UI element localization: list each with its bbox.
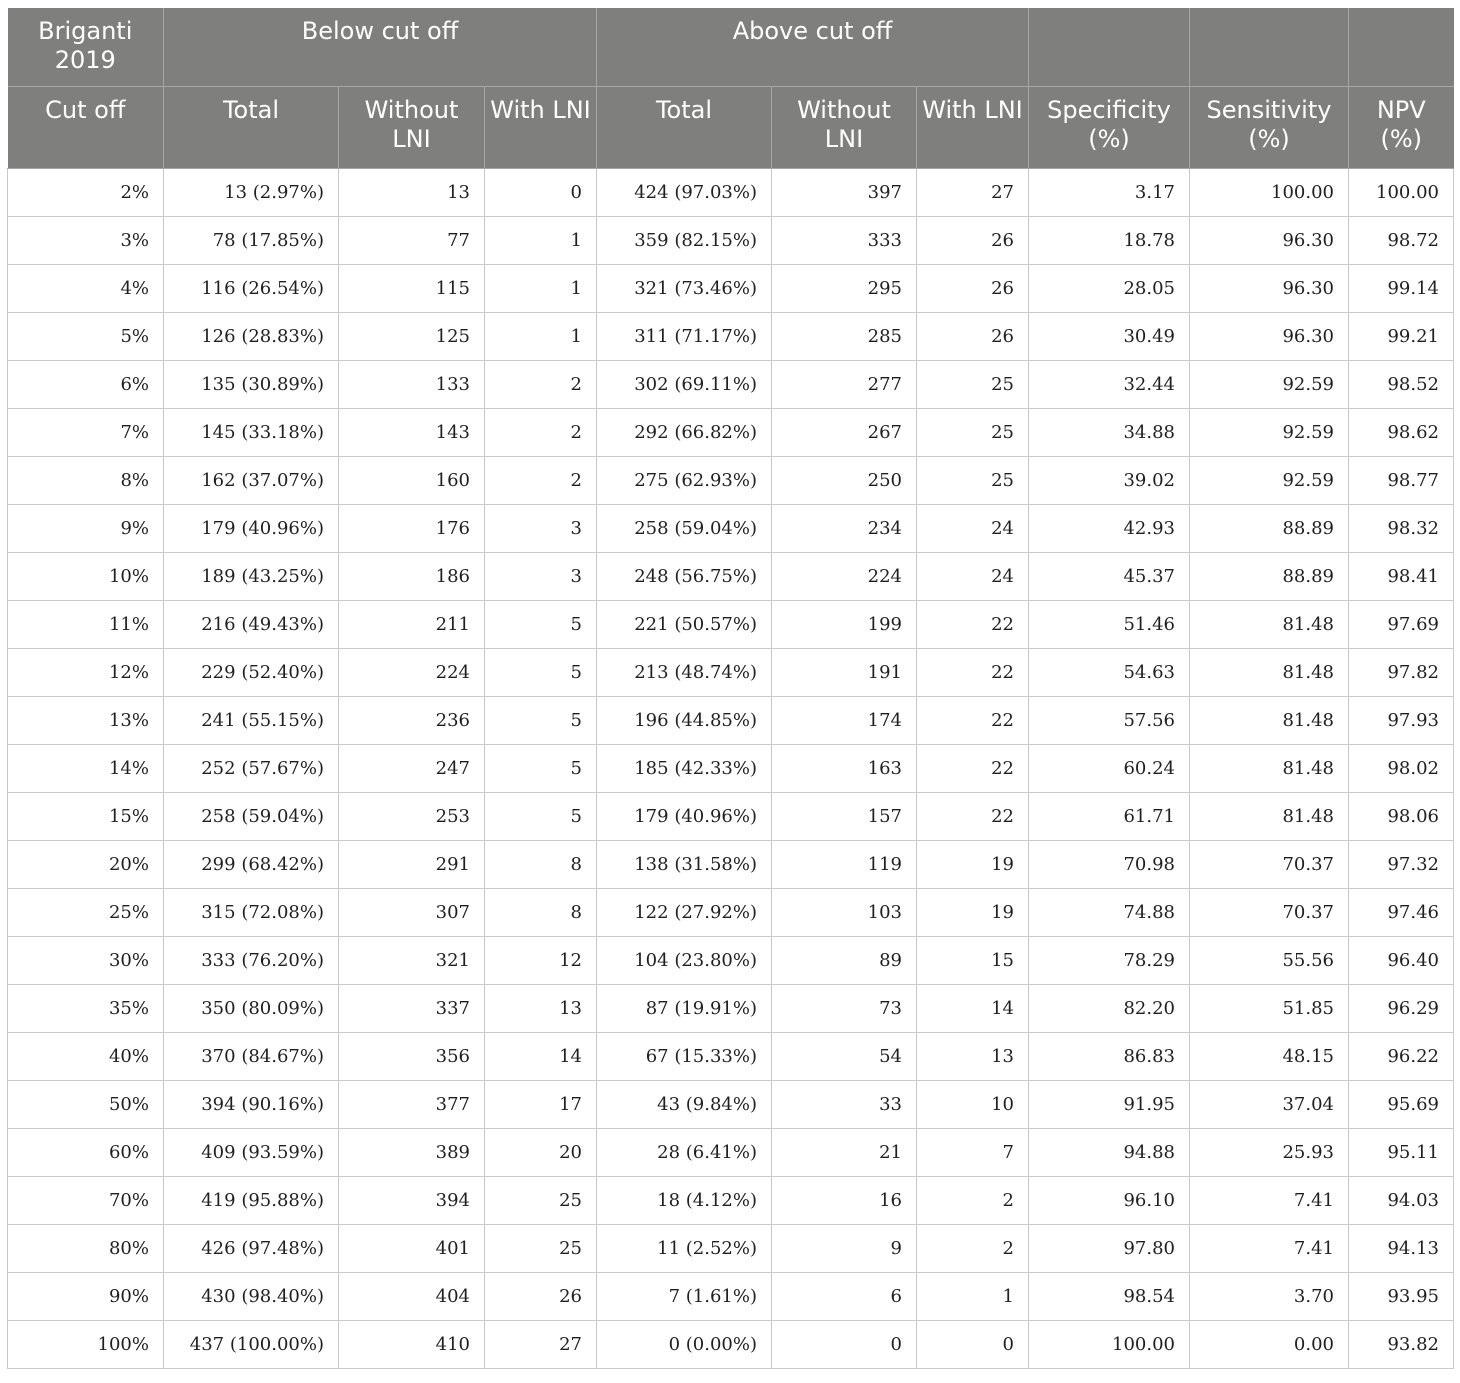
cell-above-without-lni: 157 xyxy=(772,793,917,841)
cell-below-total: 350 (80.09%) xyxy=(164,985,339,1033)
cell-above-with-lni: 26 xyxy=(917,217,1029,265)
table-row xyxy=(8,697,1454,745)
cell-below-with-lni: 1 xyxy=(485,265,597,313)
cell-below-total: 145 (33.18%) xyxy=(164,409,339,457)
cell-above-without-lni: 224 xyxy=(772,553,917,601)
cell-below-total: 229 (52.40%) xyxy=(164,649,339,697)
cell-below-without-lni: 401 xyxy=(339,1225,485,1273)
cell-above-total: 248 (56.75%) xyxy=(597,553,772,601)
header-cutoff: Cut off xyxy=(8,87,164,169)
table-row xyxy=(8,457,1454,505)
header-model: Briganti 2019 xyxy=(8,8,164,87)
cell-above-total: 87 (19.91%) xyxy=(597,985,772,1033)
cell-below-total: 315 (72.08%) xyxy=(164,889,339,937)
cell-specificity: 74.88 xyxy=(1029,889,1190,937)
cell-npv: 99.21 xyxy=(1349,313,1454,361)
cell-cutoff: 11% xyxy=(8,601,164,649)
header-above-cutoff: Above cut off xyxy=(597,8,1029,87)
cell-cutoff: 30% xyxy=(8,937,164,985)
table-row xyxy=(8,1129,1454,1177)
header-below-cutoff: Below cut off xyxy=(164,8,597,87)
cell-sensitivity: 88.89 xyxy=(1190,505,1349,553)
cell-npv: 97.82 xyxy=(1349,649,1454,697)
cell-above-total: 221 (50.57%) xyxy=(597,601,772,649)
cell-specificity: 98.54 xyxy=(1029,1273,1190,1321)
cell-above-with-lni: 22 xyxy=(917,649,1029,697)
cell-above-with-lni: 27 xyxy=(917,169,1029,217)
cell-cutoff: 8% xyxy=(8,457,164,505)
table-row xyxy=(8,265,1454,313)
cell-specificity: 60.24 xyxy=(1029,745,1190,793)
cell-sensitivity: 100.00 xyxy=(1190,169,1349,217)
cell-above-with-lni: 10 xyxy=(917,1081,1029,1129)
cell-above-total: 258 (59.04%) xyxy=(597,505,772,553)
table-body xyxy=(8,169,1454,1369)
cell-npv: 94.13 xyxy=(1349,1225,1454,1273)
cell-cutoff: 13% xyxy=(8,697,164,745)
header-empty-specificity xyxy=(1029,8,1190,87)
cell-below-total: 241 (55.15%) xyxy=(164,697,339,745)
cell-below-without-lni: 143 xyxy=(339,409,485,457)
cell-below-without-lni: 291 xyxy=(339,841,485,889)
cell-above-without-lni: 163 xyxy=(772,745,917,793)
table-row xyxy=(8,1033,1454,1081)
cell-above-total: 213 (48.74%) xyxy=(597,649,772,697)
cell-above-total: 0 (0.00%) xyxy=(597,1321,772,1369)
cell-above-without-lni: 6 xyxy=(772,1273,917,1321)
cell-cutoff: 6% xyxy=(8,361,164,409)
cell-npv: 98.62 xyxy=(1349,409,1454,457)
cell-below-total: 252 (57.67%) xyxy=(164,745,339,793)
cell-above-with-lni: 15 xyxy=(917,937,1029,985)
table-row xyxy=(8,793,1454,841)
cell-above-total: 11 (2.52%) xyxy=(597,1225,772,1273)
cell-above-with-lni: 7 xyxy=(917,1129,1029,1177)
cell-below-without-lni: 160 xyxy=(339,457,485,505)
cell-below-total: 126 (28.83%) xyxy=(164,313,339,361)
cell-npv: 95.69 xyxy=(1349,1081,1454,1129)
cell-sensitivity: 96.30 xyxy=(1190,265,1349,313)
cell-sensitivity: 96.30 xyxy=(1190,217,1349,265)
cell-below-without-lni: 404 xyxy=(339,1273,485,1321)
cell-above-with-lni: 24 xyxy=(917,505,1029,553)
cell-below-with-lni: 13 xyxy=(485,985,597,1033)
cell-above-with-lni: 26 xyxy=(917,265,1029,313)
cell-above-without-lni: 199 xyxy=(772,601,917,649)
cell-below-with-lni: 8 xyxy=(485,841,597,889)
header-below-with-lni: With LNI xyxy=(485,87,597,169)
cell-below-with-lni: 2 xyxy=(485,409,597,457)
cell-above-without-lni: 174 xyxy=(772,697,917,745)
cell-specificity: 42.93 xyxy=(1029,505,1190,553)
cell-npv: 98.77 xyxy=(1349,457,1454,505)
cell-above-total: 122 (27.92%) xyxy=(597,889,772,937)
table-row xyxy=(8,313,1454,361)
cell-below-without-lni: 236 xyxy=(339,697,485,745)
cell-below-total: 216 (49.43%) xyxy=(164,601,339,649)
cell-npv: 98.32 xyxy=(1349,505,1454,553)
cell-below-total: 426 (97.48%) xyxy=(164,1225,339,1273)
table-row xyxy=(8,505,1454,553)
cell-npv: 97.46 xyxy=(1349,889,1454,937)
header-below-total: Total xyxy=(164,87,339,169)
cell-above-total: 275 (62.93%) xyxy=(597,457,772,505)
cell-below-with-lni: 5 xyxy=(485,649,597,697)
cell-below-without-lni: 307 xyxy=(339,889,485,937)
cell-below-total: 13 (2.97%) xyxy=(164,169,339,217)
cell-npv: 96.29 xyxy=(1349,985,1454,1033)
cell-above-without-lni: 54 xyxy=(772,1033,917,1081)
cell-below-without-lni: 13 xyxy=(339,169,485,217)
cell-above-with-lni: 2 xyxy=(917,1225,1029,1273)
cell-specificity: 61.71 xyxy=(1029,793,1190,841)
cell-above-with-lni: 25 xyxy=(917,409,1029,457)
cell-specificity: 57.56 xyxy=(1029,697,1190,745)
table-row xyxy=(8,169,1454,217)
cell-below-without-lni: 321 xyxy=(339,937,485,985)
cell-specificity: 45.37 xyxy=(1029,553,1190,601)
cell-specificity: 54.63 xyxy=(1029,649,1190,697)
table-row xyxy=(8,745,1454,793)
cell-cutoff: 20% xyxy=(8,841,164,889)
cell-above-total: 311 (71.17%) xyxy=(597,313,772,361)
cell-specificity: 30.49 xyxy=(1029,313,1190,361)
cell-specificity: 32.44 xyxy=(1029,361,1190,409)
cell-below-total: 437 (100.00%) xyxy=(164,1321,339,1369)
cell-above-without-lni: 397 xyxy=(772,169,917,217)
cell-below-total: 394 (90.16%) xyxy=(164,1081,339,1129)
cell-below-without-lni: 253 xyxy=(339,793,485,841)
cell-below-without-lni: 224 xyxy=(339,649,485,697)
cell-below-without-lni: 125 xyxy=(339,313,485,361)
cell-above-with-lni: 0 xyxy=(917,1321,1029,1369)
cell-below-with-lni: 5 xyxy=(485,793,597,841)
cell-specificity: 39.02 xyxy=(1029,457,1190,505)
header-above-without-lni: Without LNI xyxy=(772,87,917,169)
cell-below-with-lni: 5 xyxy=(485,697,597,745)
cell-sensitivity: 92.59 xyxy=(1190,457,1349,505)
table-row xyxy=(8,409,1454,457)
table-header xyxy=(8,8,1454,169)
cell-below-with-lni: 5 xyxy=(485,745,597,793)
table-row xyxy=(8,217,1454,265)
cell-above-with-lni: 13 xyxy=(917,1033,1029,1081)
cell-above-with-lni: 25 xyxy=(917,361,1029,409)
cell-sensitivity: 96.30 xyxy=(1190,313,1349,361)
cell-sensitivity: 92.59 xyxy=(1190,361,1349,409)
cell-sensitivity: 7.41 xyxy=(1190,1177,1349,1225)
cell-above-with-lni: 19 xyxy=(917,841,1029,889)
cell-above-total: 67 (15.33%) xyxy=(597,1033,772,1081)
cell-sensitivity: 70.37 xyxy=(1190,889,1349,937)
table-row xyxy=(8,937,1454,985)
cell-below-total: 419 (95.88%) xyxy=(164,1177,339,1225)
cell-npv: 100.00 xyxy=(1349,169,1454,217)
cell-below-without-lni: 176 xyxy=(339,505,485,553)
cutoff-table xyxy=(7,8,1454,1369)
cell-sensitivity: 0.00 xyxy=(1190,1321,1349,1369)
cell-below-with-lni: 14 xyxy=(485,1033,597,1081)
cell-below-with-lni: 26 xyxy=(485,1273,597,1321)
header-empty-npv xyxy=(1349,8,1454,87)
cell-below-without-lni: 133 xyxy=(339,361,485,409)
cell-specificity: 82.20 xyxy=(1029,985,1190,1033)
header-npv: NPV (%) xyxy=(1349,87,1454,169)
table-row xyxy=(8,553,1454,601)
table-row xyxy=(8,1273,1454,1321)
cell-sensitivity: 81.48 xyxy=(1190,793,1349,841)
cell-below-without-lni: 394 xyxy=(339,1177,485,1225)
cell-cutoff: 7% xyxy=(8,409,164,457)
table-row xyxy=(8,649,1454,697)
cell-npv: 95.11 xyxy=(1349,1129,1454,1177)
cell-below-total: 189 (43.25%) xyxy=(164,553,339,601)
cell-below-with-lni: 8 xyxy=(485,889,597,937)
cell-specificity: 70.98 xyxy=(1029,841,1190,889)
cell-above-without-lni: 103 xyxy=(772,889,917,937)
cell-below-without-lni: 410 xyxy=(339,1321,485,1369)
cell-cutoff: 9% xyxy=(8,505,164,553)
cell-below-total: 333 (76.20%) xyxy=(164,937,339,985)
header-above-total: Total xyxy=(597,87,772,169)
table-row xyxy=(8,1081,1454,1129)
cell-above-total: 104 (23.80%) xyxy=(597,937,772,985)
cell-above-with-lni: 19 xyxy=(917,889,1029,937)
cell-above-total: 185 (42.33%) xyxy=(597,745,772,793)
table-row xyxy=(8,889,1454,937)
cell-above-total: 179 (40.96%) xyxy=(597,793,772,841)
cell-npv: 96.40 xyxy=(1349,937,1454,985)
cell-npv: 97.69 xyxy=(1349,601,1454,649)
cell-below-total: 116 (26.54%) xyxy=(164,265,339,313)
cell-above-with-lni: 24 xyxy=(917,553,1029,601)
cell-below-with-lni: 27 xyxy=(485,1321,597,1369)
cell-cutoff: 4% xyxy=(8,265,164,313)
cell-above-without-lni: 16 xyxy=(772,1177,917,1225)
cell-above-without-lni: 0 xyxy=(772,1321,917,1369)
cell-npv: 96.22 xyxy=(1349,1033,1454,1081)
cell-below-total: 179 (40.96%) xyxy=(164,505,339,553)
table-row xyxy=(8,1321,1454,1369)
cell-sensitivity: 48.15 xyxy=(1190,1033,1349,1081)
cell-below-without-lni: 211 xyxy=(339,601,485,649)
cell-npv: 93.82 xyxy=(1349,1321,1454,1369)
cell-cutoff: 35% xyxy=(8,985,164,1033)
cell-below-with-lni: 17 xyxy=(485,1081,597,1129)
header-below-without-lni: Without LNI xyxy=(339,87,485,169)
cell-above-without-lni: 89 xyxy=(772,937,917,985)
cell-sensitivity: 37.04 xyxy=(1190,1081,1349,1129)
cell-cutoff: 2% xyxy=(8,169,164,217)
cell-cutoff: 50% xyxy=(8,1081,164,1129)
cell-below-with-lni: 25 xyxy=(485,1225,597,1273)
cell-below-total: 258 (59.04%) xyxy=(164,793,339,841)
cell-sensitivity: 81.48 xyxy=(1190,745,1349,793)
table-row xyxy=(8,601,1454,649)
cell-below-with-lni: 1 xyxy=(485,217,597,265)
cell-specificity: 28.05 xyxy=(1029,265,1190,313)
cell-above-without-lni: 277 xyxy=(772,361,917,409)
cell-above-without-lni: 21 xyxy=(772,1129,917,1177)
table-container xyxy=(7,8,1453,1369)
cell-below-total: 78 (17.85%) xyxy=(164,217,339,265)
cell-below-with-lni: 2 xyxy=(485,361,597,409)
cell-above-without-lni: 9 xyxy=(772,1225,917,1273)
cell-npv: 98.06 xyxy=(1349,793,1454,841)
cell-sensitivity: 92.59 xyxy=(1190,409,1349,457)
cell-sensitivity: 81.48 xyxy=(1190,697,1349,745)
cell-npv: 97.93 xyxy=(1349,697,1454,745)
cell-above-with-lni: 22 xyxy=(917,697,1029,745)
cell-sensitivity: 3.70 xyxy=(1190,1273,1349,1321)
cell-npv: 94.03 xyxy=(1349,1177,1454,1225)
cell-sensitivity: 81.48 xyxy=(1190,601,1349,649)
cell-above-total: 7 (1.61%) xyxy=(597,1273,772,1321)
cell-sensitivity: 51.85 xyxy=(1190,985,1349,1033)
cell-above-total: 359 (82.15%) xyxy=(597,217,772,265)
header-empty-sensitivity xyxy=(1190,8,1349,87)
cell-above-without-lni: 285 xyxy=(772,313,917,361)
cell-above-without-lni: 295 xyxy=(772,265,917,313)
cell-cutoff: 60% xyxy=(8,1129,164,1177)
table-row xyxy=(8,841,1454,889)
cell-cutoff: 5% xyxy=(8,313,164,361)
cell-below-without-lni: 389 xyxy=(339,1129,485,1177)
cell-specificity: 86.83 xyxy=(1029,1033,1190,1081)
cell-above-with-lni: 2 xyxy=(917,1177,1029,1225)
cell-cutoff: 25% xyxy=(8,889,164,937)
cell-above-with-lni: 22 xyxy=(917,793,1029,841)
cell-above-without-lni: 119 xyxy=(772,841,917,889)
cell-cutoff: 40% xyxy=(8,1033,164,1081)
cell-npv: 98.02 xyxy=(1349,745,1454,793)
cell-below-without-lni: 337 xyxy=(339,985,485,1033)
cell-cutoff: 15% xyxy=(8,793,164,841)
cell-specificity: 94.88 xyxy=(1029,1129,1190,1177)
cell-cutoff: 10% xyxy=(8,553,164,601)
cell-below-without-lni: 377 xyxy=(339,1081,485,1129)
cell-npv: 98.52 xyxy=(1349,361,1454,409)
cell-specificity: 100.00 xyxy=(1029,1321,1190,1369)
cell-below-total: 409 (93.59%) xyxy=(164,1129,339,1177)
cell-below-with-lni: 20 xyxy=(485,1129,597,1177)
cell-below-with-lni: 3 xyxy=(485,505,597,553)
cell-npv: 99.14 xyxy=(1349,265,1454,313)
cell-above-total: 321 (73.46%) xyxy=(597,265,772,313)
cell-above-without-lni: 33 xyxy=(772,1081,917,1129)
cell-cutoff: 14% xyxy=(8,745,164,793)
cell-above-without-lni: 191 xyxy=(772,649,917,697)
cell-npv: 98.72 xyxy=(1349,217,1454,265)
cell-above-with-lni: 22 xyxy=(917,601,1029,649)
cell-specificity: 51.46 xyxy=(1029,601,1190,649)
cell-npv: 93.95 xyxy=(1349,1273,1454,1321)
cell-cutoff: 80% xyxy=(8,1225,164,1273)
cell-below-total: 135 (30.89%) xyxy=(164,361,339,409)
cell-below-without-lni: 77 xyxy=(339,217,485,265)
table-row xyxy=(8,361,1454,409)
cell-below-with-lni: 3 xyxy=(485,553,597,601)
cell-specificity: 3.17 xyxy=(1029,169,1190,217)
cell-above-total: 196 (44.85%) xyxy=(597,697,772,745)
cell-above-total: 302 (69.11%) xyxy=(597,361,772,409)
cell-below-total: 162 (37.07%) xyxy=(164,457,339,505)
cell-sensitivity: 88.89 xyxy=(1190,553,1349,601)
cell-above-with-lni: 25 xyxy=(917,457,1029,505)
cell-sensitivity: 7.41 xyxy=(1190,1225,1349,1273)
cell-sensitivity: 70.37 xyxy=(1190,841,1349,889)
cell-below-with-lni: 2 xyxy=(485,457,597,505)
cell-npv: 97.32 xyxy=(1349,841,1454,889)
cell-above-with-lni: 1 xyxy=(917,1273,1029,1321)
cell-below-without-lni: 186 xyxy=(339,553,485,601)
cell-above-with-lni: 22 xyxy=(917,745,1029,793)
cell-specificity: 97.80 xyxy=(1029,1225,1190,1273)
cell-cutoff: 100% xyxy=(8,1321,164,1369)
cell-specificity: 96.10 xyxy=(1029,1177,1190,1225)
cell-below-total: 430 (98.40%) xyxy=(164,1273,339,1321)
cell-below-without-lni: 115 xyxy=(339,265,485,313)
cell-sensitivity: 25.93 xyxy=(1190,1129,1349,1177)
header-specificity: Specificity (%) xyxy=(1029,87,1190,169)
cell-cutoff: 90% xyxy=(8,1273,164,1321)
cell-above-total: 43 (9.84%) xyxy=(597,1081,772,1129)
cell-specificity: 78.29 xyxy=(1029,937,1190,985)
cell-below-with-lni: 1 xyxy=(485,313,597,361)
header-above-with-lni: With LNI xyxy=(917,87,1029,169)
cell-above-without-lni: 333 xyxy=(772,217,917,265)
cell-sensitivity: 55.56 xyxy=(1190,937,1349,985)
cell-specificity: 91.95 xyxy=(1029,1081,1190,1129)
cell-below-total: 370 (84.67%) xyxy=(164,1033,339,1081)
cell-above-without-lni: 234 xyxy=(772,505,917,553)
cell-below-total: 299 (68.42%) xyxy=(164,841,339,889)
table-row xyxy=(8,985,1454,1033)
table-row xyxy=(8,1177,1454,1225)
cell-above-with-lni: 14 xyxy=(917,985,1029,1033)
cell-above-total: 292 (66.82%) xyxy=(597,409,772,457)
table-row xyxy=(8,1225,1454,1273)
cell-above-without-lni: 267 xyxy=(772,409,917,457)
cell-above-without-lni: 73 xyxy=(772,985,917,1033)
cell-npv: 98.41 xyxy=(1349,553,1454,601)
cell-above-total: 424 (97.03%) xyxy=(597,169,772,217)
cell-cutoff: 3% xyxy=(8,217,164,265)
cell-above-total: 138 (31.58%) xyxy=(597,841,772,889)
cell-below-with-lni: 25 xyxy=(485,1177,597,1225)
cell-above-total: 18 (4.12%) xyxy=(597,1177,772,1225)
cell-above-total: 28 (6.41%) xyxy=(597,1129,772,1177)
cell-cutoff: 70% xyxy=(8,1177,164,1225)
cell-sensitivity: 81.48 xyxy=(1190,649,1349,697)
cell-above-with-lni: 26 xyxy=(917,313,1029,361)
header-sensitivity: Sensitivity (%) xyxy=(1190,87,1349,169)
cell-below-with-lni: 12 xyxy=(485,937,597,985)
cell-below-with-lni: 0 xyxy=(485,169,597,217)
cell-below-without-lni: 356 xyxy=(339,1033,485,1081)
cell-cutoff: 12% xyxy=(8,649,164,697)
cell-below-without-lni: 247 xyxy=(339,745,485,793)
cell-specificity: 18.78 xyxy=(1029,217,1190,265)
cell-below-with-lni: 5 xyxy=(485,601,597,649)
cell-specificity: 34.88 xyxy=(1029,409,1190,457)
cell-above-without-lni: 250 xyxy=(772,457,917,505)
